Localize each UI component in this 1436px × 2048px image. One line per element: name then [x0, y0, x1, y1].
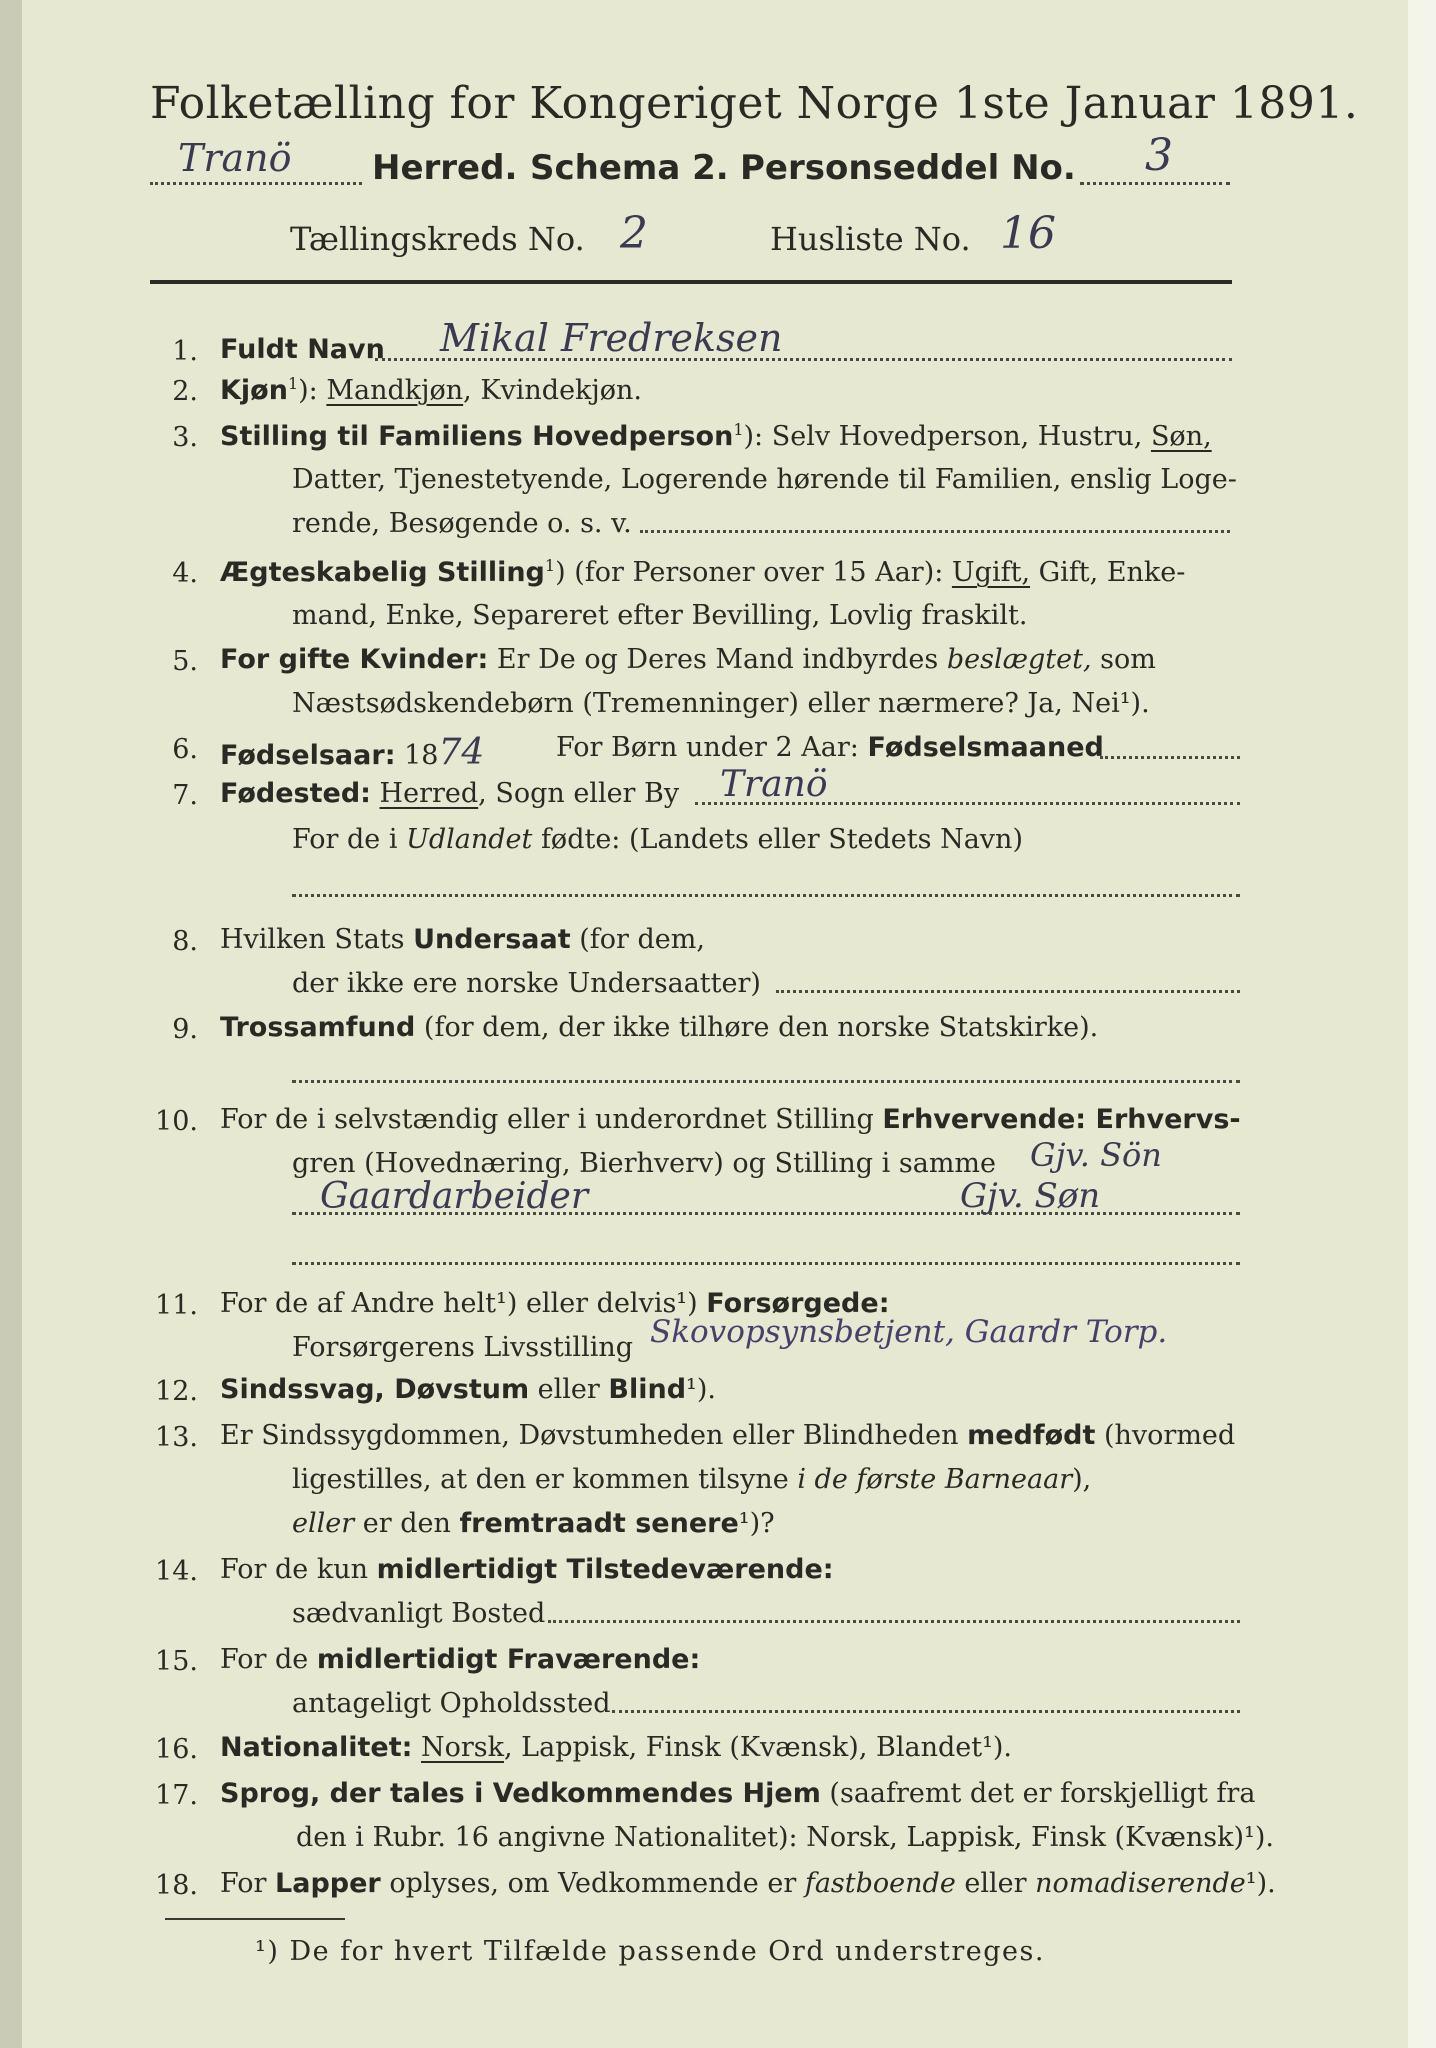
item-2-number: 2.	[172, 376, 198, 407]
item-7-line2-b: fødte: (Landets eller Stedets Navn)	[532, 824, 1023, 855]
item-10-value-3: Gjv. Søn	[960, 1176, 1101, 1216]
item-14-number: 14.	[155, 1556, 198, 1587]
taellingskreds-label: Tællingskreds No.	[290, 220, 585, 258]
item-16-option-norsk: Norsk	[421, 1732, 505, 1763]
item-3-option-son: Søn,	[1150, 421, 1212, 452]
taellingskreds-value: 2	[620, 208, 648, 259]
item-12-line	[220, 1374, 716, 1405]
item-18-b: Lapper	[275, 1868, 381, 1899]
herred-value: Tranö	[178, 136, 292, 180]
item-8-dotline	[776, 990, 1240, 993]
item-15-line1	[220, 1644, 700, 1675]
personseddel-value: 3	[1145, 130, 1173, 181]
item-3-sup: 1	[733, 420, 744, 439]
item-14-line2: sædvanligt Bosted	[292, 1598, 546, 1629]
item-13-3a: er den	[354, 1508, 460, 1539]
item-13-c: (hvormed	[1095, 1420, 1236, 1451]
item-13-line3	[292, 1508, 775, 1539]
item-8-a: Hvilken Stats	[220, 924, 414, 955]
item-3-number: 3.	[172, 422, 198, 453]
item-11-a: For de af Andre helt¹) eller delvis¹)	[220, 1288, 707, 1319]
item-7-line2	[292, 824, 1023, 855]
item-15-a: For de	[220, 1644, 317, 1675]
item-14-b: midlertidigt Tilstedeværende:	[376, 1554, 834, 1585]
item-13-line1	[220, 1420, 1235, 1451]
item-2-option-kvindekjon: , Kvindekjøn.	[463, 375, 643, 406]
item-11-number: 11.	[155, 1290, 198, 1321]
herred-label: Herred.	[372, 148, 518, 188]
item-1-label: Fuldt Navn	[220, 334, 385, 365]
herred-dotline	[150, 182, 362, 185]
item-2-line	[220, 374, 642, 406]
item-13-2a: ligestilles, at den er kommen tilsyne	[292, 1464, 798, 1495]
item-3-dotline	[640, 530, 1230, 533]
item-1-value: Mikal Fredreksen	[440, 316, 783, 360]
item-12-number: 12.	[155, 1376, 198, 1407]
item-3-options: ): Selv Hovedperson, Hustru,	[743, 421, 1143, 452]
item-10-line1	[220, 1104, 1241, 1135]
item-14-dotline	[548, 1620, 1240, 1623]
item-5-line1	[220, 644, 1156, 675]
husliste-label: Husliste No.	[770, 220, 971, 258]
item-2-label: Kjøn	[220, 375, 288, 406]
header-rule	[150, 280, 1232, 284]
page-left-edge	[0, 0, 22, 2048]
form-title: Folketælling for Kongeriget Norge 1ste Januar 1891.	[150, 78, 1359, 129]
item-16-label: Nationalitet:	[220, 1732, 413, 1763]
item-13-line2	[292, 1464, 1091, 1495]
item-18-c: oplyses, om Vedkommende er	[380, 1868, 805, 1899]
item-4-line2: mand, Enke, Separeret efter Bevilling, Lovlig fraskilt.	[292, 600, 1028, 631]
item-17-rest: (saafremt det er forskjelligt fra	[820, 1778, 1256, 1809]
item-18-line	[220, 1868, 1276, 1899]
item-17-line1	[220, 1778, 1255, 1809]
item-16-rest: , Lappisk, Finsk (Kvænsk), Blandet¹).	[504, 1732, 1013, 1763]
personseddel-label: Personseddel No.	[740, 148, 1076, 188]
item-6-mid-text: For Børn under 2 Aar:	[556, 732, 859, 763]
item-18-a: For	[220, 1868, 276, 1899]
item-12-label2: Blind	[608, 1374, 687, 1405]
item-4-option-ugift: Ugift,	[951, 557, 1031, 588]
item-4-sup: 1	[544, 556, 556, 575]
item-17-label: Sprog, der tales i Vedkommendes Hjem	[220, 1778, 821, 1809]
item-8-number: 8.	[172, 926, 198, 957]
item-14-line1	[220, 1554, 834, 1585]
husliste-value: 16	[1000, 208, 1056, 259]
item-17-number: 17.	[155, 1780, 198, 1811]
item-13-number: 13.	[155, 1422, 198, 1453]
item-5-italic: beslægtet,	[946, 644, 1092, 675]
item-13-3b: fremtraadt senere	[459, 1508, 739, 1539]
item-4-number: 4.	[172, 558, 198, 589]
item-16-line	[220, 1732, 1012, 1763]
item-17-line2: den i Rubr. 16 angivne Nationalitet): Norsk, Lappisk, Finsk (Kvænsk)¹).	[296, 1822, 1274, 1853]
footnote-rule	[165, 1918, 345, 1920]
item-7-line1	[220, 778, 679, 809]
item-7-line2-a: For de i	[292, 824, 398, 855]
item-6-value: 74	[438, 732, 485, 773]
item-8-line2: der ikke ere norske Undersaatter)	[292, 968, 761, 999]
item-5-line2: Næstsødskendebørn (Tremenninger) eller nærmere? Ja, Nei¹).	[292, 688, 1150, 719]
item-13-3c: ¹)?	[738, 1508, 775, 1539]
item-10-line2: gren (Hovednæring, Bierhverv) og Stilling i samme	[292, 1148, 997, 1179]
item-4-line1	[220, 556, 1185, 588]
item-7-rest: , Sogn eller By	[478, 778, 680, 809]
schema-label: Schema 2.	[530, 148, 729, 188]
item-8-c: (for dem,	[570, 924, 705, 955]
item-15-line2: antageligt Opholdssted	[292, 1688, 611, 1719]
item-10-a: For de i selvstændig eller i underordnet Stilling	[220, 1104, 883, 1135]
item-18-number: 18.	[155, 1870, 198, 1901]
item-11-line2: Forsørgerens Livsstilling	[292, 1332, 634, 1363]
item-11-b: Forsørgede:	[706, 1288, 890, 1319]
item-9-rest: (for dem, der ikke tilhøre den norske Statskirke).	[415, 1012, 1099, 1043]
personseddel-dotline	[1080, 182, 1230, 185]
item-6-line	[220, 732, 484, 773]
item-14-a: For de kun	[220, 1554, 377, 1585]
item-6-mid	[556, 732, 1104, 763]
item-5-number: 5.	[172, 646, 198, 677]
item-10-value-1: Gjv. Sön	[1030, 1136, 1162, 1174]
item-13-a: Er Sindssygdommen, Døvstumheden eller Blindheden	[220, 1420, 968, 1451]
item-12-label: Sindssvag, Døvstum	[220, 1374, 530, 1405]
item-15-dotline	[612, 1710, 1240, 1713]
item-13-b: medfødt	[967, 1420, 1096, 1451]
item-10-b: Erhvervende: Erhvervs-	[882, 1104, 1241, 1135]
item-4-text: ) (for Personer over 15 Aar):	[555, 557, 944, 588]
item-18-i: fastboende	[804, 1868, 956, 1899]
item-10-value-2: Gaardarbeider	[320, 1176, 589, 1217]
item-9-number: 9.	[172, 1014, 198, 1045]
item-7-dotline-2	[292, 894, 1240, 897]
item-7-value: Tranö	[720, 764, 828, 805]
page-right-edge	[1408, 0, 1436, 2048]
item-9-line	[220, 1012, 1098, 1043]
item-16-number: 16.	[155, 1734, 198, 1765]
item-10-dotline-2	[292, 1262, 1240, 1265]
item-9-dotline	[292, 1080, 1240, 1083]
item-6-number: 6.	[172, 734, 198, 765]
item-18-d: eller	[955, 1868, 1036, 1899]
item-3-label: Stilling til Familiens Hovedperson	[220, 421, 734, 452]
item-13-2i: i de første Barneaar	[797, 1464, 1073, 1495]
item-5-label: For gifte Kvinder:	[220, 644, 489, 675]
item-11-value: Skovopsynsbetjent, Gaardr Torp.	[650, 1314, 1168, 1350]
item-3-line3: rende, Besøgende o. s. v.	[292, 508, 632, 539]
item-5-text: Er De og Deres Mand indbyrdes	[496, 644, 939, 675]
item-18-j: nomadiserende	[1035, 1868, 1246, 1899]
item-9-label: Trossamfund	[220, 1012, 416, 1043]
item-6-prefix: 18	[404, 740, 439, 771]
item-2-rest: ):	[298, 375, 318, 406]
item-15-number: 15.	[155, 1646, 198, 1677]
item-4-label: Ægteskabelig Stilling	[220, 557, 545, 588]
footnote: ¹) De for hvert Tilfælde passende Ord understreges.	[255, 1936, 1045, 1967]
item-8-b: Undersaat	[413, 924, 571, 955]
item-7-number: 7.	[172, 780, 198, 811]
item-2-sup: 1	[287, 374, 299, 393]
item-2-option-mandkjon: Mandkjøn	[326, 375, 464, 406]
item-8-line1	[220, 924, 705, 955]
item-15-b: midlertidigt Fraværende:	[316, 1644, 701, 1675]
item-12-mid: eller	[529, 1374, 609, 1405]
item-6-label2: Fødselsmaaned	[867, 732, 1104, 763]
item-1-number: 1.	[172, 336, 198, 367]
item-7-line2-italic: Udlandet	[406, 824, 533, 855]
item-3-line2: Datter, Tjenestetyende, Logerende hørende til Familien, enslig Loge-	[292, 464, 1237, 495]
item-18-e: ¹).	[1245, 1868, 1276, 1899]
item-10-number: 10.	[155, 1106, 198, 1137]
item-5-end: som	[1091, 644, 1156, 675]
item-13-3i: eller	[292, 1508, 355, 1539]
item-3-line1	[220, 420, 1212, 452]
item-13-2b: ),	[1072, 1464, 1092, 1495]
item-7-option-herred: Herred	[379, 778, 479, 809]
item-6-dotline	[1100, 756, 1240, 759]
item-7-label: Fødested:	[220, 778, 371, 809]
item-12-rest: ¹).	[686, 1374, 716, 1405]
item-4-options: Gift, Enke-	[1030, 557, 1186, 588]
item-6-label: Fødselsaar:	[220, 740, 396, 771]
